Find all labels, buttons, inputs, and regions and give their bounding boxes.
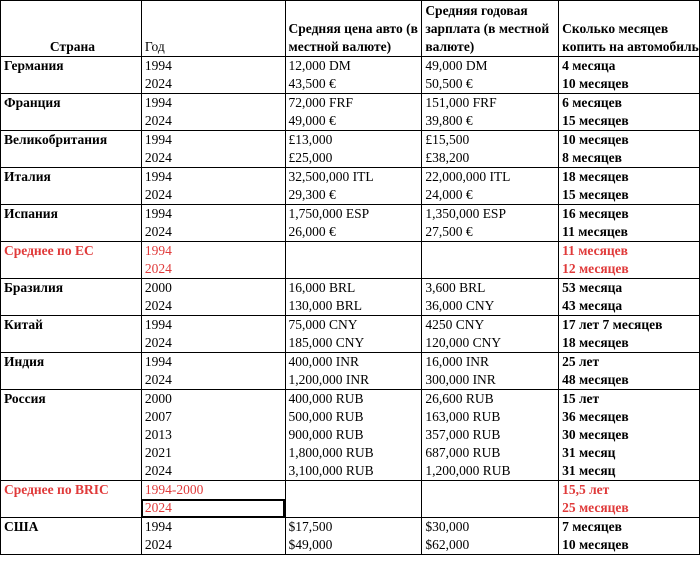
car-price-cell[interactable]: 32,500,000 ITL	[285, 168, 422, 187]
year-cell[interactable]: 2024	[141, 223, 285, 242]
salary-cell[interactable]: 16,000 INR	[422, 353, 559, 372]
year-cell[interactable]: 2024	[141, 462, 285, 481]
country-cell[interactable]	[1, 408, 142, 426]
country-cell[interactable]: Италия	[1, 168, 142, 187]
car-price-cell[interactable]: 185,000 CNY	[285, 334, 422, 353]
table-row	[1, 260, 700, 279]
salary-cell[interactable]	[422, 260, 559, 279]
country-cell[interactable]	[1, 371, 142, 390]
salary-cell[interactable]: 1,350,000 ESP	[422, 205, 559, 224]
country-cell[interactable]: США	[1, 518, 142, 537]
salary-cell[interactable]: 49,000 DM	[422, 57, 559, 76]
months-cell[interactable]: 4 месяца	[559, 57, 700, 76]
year-cell[interactable]: 1994-2000	[141, 481, 285, 500]
country-cell[interactable]: Россия	[1, 390, 142, 409]
car-price-cell[interactable]: £25,000	[285, 149, 422, 168]
months-cell[interactable]: 16 месяцев	[559, 205, 700, 224]
year-cell[interactable]: 2024	[141, 334, 285, 353]
months-cell[interactable]: 25 месяцев	[559, 499, 700, 518]
car-price-cell[interactable]: 1,200,000 INR	[285, 371, 422, 390]
country-cell[interactable]	[1, 444, 142, 462]
table-row	[1, 408, 700, 426]
country-cell[interactable]	[1, 462, 142, 481]
year-cell[interactable]: 2024	[141, 149, 285, 168]
car-price-cell[interactable]: 49,000 €	[285, 112, 422, 131]
table-row	[1, 462, 700, 481]
months-cell[interactable]: 36 месяцев	[559, 408, 700, 426]
country-cell[interactable]	[1, 536, 142, 555]
salary-cell[interactable]: 163,000 RUB	[422, 408, 559, 426]
months-cell[interactable]: 25 лет	[559, 353, 700, 372]
salary-cell[interactable]: 300,000 INR	[422, 371, 559, 390]
table-body	[1, 57, 700, 555]
year-cell[interactable]: 2024	[141, 371, 285, 390]
table-row	[1, 279, 700, 298]
car-price-cell[interactable]: 400,000 RUB	[285, 390, 422, 409]
months-cell[interactable]: 11 месяцев	[559, 223, 700, 242]
year-cell[interactable]: 2000	[141, 390, 285, 409]
country-cell[interactable]	[1, 426, 142, 444]
table-row	[1, 94, 700, 113]
months-cell[interactable]: 18 месяцев	[559, 334, 700, 353]
salary-cell[interactable]: 687,000 RUB	[422, 444, 559, 462]
salary-cell[interactable]: $62,000	[422, 536, 559, 555]
salary-cell[interactable]: 36,000 CNY	[422, 297, 559, 316]
country-cell[interactable]	[1, 297, 142, 316]
car-price-cell[interactable]: 16,000 BRL	[285, 279, 422, 298]
months-cell[interactable]: 18 месяцев	[559, 168, 700, 187]
table-row	[1, 316, 700, 335]
months-cell[interactable]: 15 месяцев	[559, 186, 700, 205]
salary-cell[interactable]: £38,200	[422, 149, 559, 168]
table-row	[1, 353, 700, 372]
car-price-cell[interactable]	[285, 242, 422, 261]
year-cell[interactable]: 2024	[141, 536, 285, 555]
table-row	[1, 186, 700, 205]
table-row	[1, 390, 700, 409]
salary-cell[interactable]	[422, 499, 559, 518]
car-price-cell[interactable]: 130,000 BRL	[285, 297, 422, 316]
months-cell[interactable]: 12 месяцев	[559, 260, 700, 279]
months-cell[interactable]: 15 месяцев	[559, 112, 700, 131]
salary-cell[interactable]: 24,000 €	[422, 186, 559, 205]
car-price-cell[interactable]: 1,750,000 ESP	[285, 205, 422, 224]
table-row	[1, 75, 700, 94]
months-cell[interactable]: 43 месяца	[559, 297, 700, 316]
salary-cell[interactable]: $30,000	[422, 518, 559, 537]
table-row	[1, 168, 700, 187]
months-cell[interactable]: 15 лет	[559, 390, 700, 409]
year-cell[interactable]: 1994	[141, 353, 285, 372]
table-row	[1, 536, 700, 555]
salary-cell[interactable]	[422, 481, 559, 500]
header-country[interactable]: Страна	[1, 1, 142, 57]
country-cell[interactable]	[1, 499, 142, 518]
year-cell[interactable]: 2024	[141, 260, 285, 279]
country-cell[interactable]	[1, 112, 142, 131]
table-row	[1, 481, 700, 500]
year-cell[interactable]: 2007	[141, 408, 285, 426]
months-cell[interactable]: 31 месяц	[559, 444, 700, 462]
table-row	[1, 57, 700, 76]
salary-cell[interactable]: 26,600 RUB	[422, 390, 559, 409]
salary-cell[interactable]: 27,500 €	[422, 223, 559, 242]
table-row	[1, 499, 700, 518]
header-salary[interactable]: Средняя годовая зарплата (в местной валюте)	[422, 1, 559, 57]
year-cell[interactable]: 1994	[141, 242, 285, 261]
year-cell[interactable]: 1994	[141, 205, 285, 224]
year-cell[interactable]: 2021	[141, 444, 285, 462]
selected-cell[interactable]: 2024	[141, 499, 285, 518]
car-price-cell[interactable]: 26,000 €	[285, 223, 422, 242]
salary-cell[interactable]: 4250 CNY	[422, 316, 559, 335]
year-cell[interactable]: 2024	[141, 297, 285, 316]
car-price-cell[interactable]	[285, 499, 422, 518]
header-months[interactable]: Сколько месяцев копить на автомобиль	[559, 1, 700, 57]
salary-cell[interactable]: 120,000 CNY	[422, 334, 559, 353]
car-price-cell[interactable]: $49,000	[285, 536, 422, 555]
car-price-cell[interactable]: 75,000 CNY	[285, 316, 422, 335]
months-cell[interactable]: 10 месяцев	[559, 75, 700, 94]
salary-cell[interactable]: 39,800 €	[422, 112, 559, 131]
year-cell[interactable]: 1994	[141, 131, 285, 150]
car-price-cell[interactable]: 3,100,000 RUB	[285, 462, 422, 481]
salary-cell[interactable]: 1,200,000 RUB	[422, 462, 559, 481]
car-price-cell[interactable]	[285, 481, 422, 500]
table-row	[1, 334, 700, 353]
car-price-cell[interactable]: 43,500 €	[285, 75, 422, 94]
months-cell[interactable]: 7 месяцев	[559, 518, 700, 537]
country-cell[interactable]: Среднее по ЕС	[1, 242, 142, 261]
country-cell[interactable]	[1, 186, 142, 205]
year-cell[interactable]: 1994	[141, 94, 285, 113]
year-cell[interactable]: 2024	[141, 75, 285, 94]
months-cell[interactable]: 31 месяц	[559, 462, 700, 481]
year-cell[interactable]: 2000	[141, 279, 285, 298]
year-cell[interactable]: 1994	[141, 57, 285, 76]
header-year[interactable]: Год	[141, 1, 285, 57]
salary-cell[interactable]: 22,000,000 ITL	[422, 168, 559, 187]
country-cell[interactable]: Франция	[1, 94, 142, 113]
year-cell[interactable]: 2024	[141, 186, 285, 205]
salary-cell[interactable]: 3,600 BRL	[422, 279, 559, 298]
table-row	[1, 112, 700, 131]
car-price-cell[interactable]: 1,800,000 RUB	[285, 444, 422, 462]
car-price-cell[interactable]: 29,300 €	[285, 186, 422, 205]
months-cell[interactable]: 53 месяца	[559, 279, 700, 298]
months-cell[interactable]: 6 месяцев	[559, 94, 700, 113]
months-cell[interactable]: 15,5 лет	[559, 481, 700, 500]
car-price-cell[interactable]: 500,000 RUB	[285, 408, 422, 426]
country-cell[interactable]: Бразилия	[1, 279, 142, 298]
header-car-price[interactable]: Средняя цена авто (в местной валюте)	[285, 1, 422, 57]
table-row	[1, 223, 700, 242]
country-cell[interactable]	[1, 334, 142, 353]
table-row	[1, 149, 700, 168]
table-row	[1, 518, 700, 537]
country-cell[interactable]	[1, 149, 142, 168]
country-cell[interactable]: Великобритания	[1, 131, 142, 150]
salary-cell[interactable]: 50,500 €	[422, 75, 559, 94]
car-price-cell[interactable]: 900,000 RUB	[285, 426, 422, 444]
year-cell[interactable]: 1994	[141, 316, 285, 335]
table-row	[1, 205, 700, 224]
salary-cell[interactable]: 357,000 RUB	[422, 426, 559, 444]
country-cell[interactable]: Среднее по BRIC	[1, 481, 142, 500]
salary-cell[interactable]: 151,000 FRF	[422, 94, 559, 113]
months-cell[interactable]: 17 лет 7 месяцев	[559, 316, 700, 335]
car-price-cell[interactable]: £13,000	[285, 131, 422, 150]
car-price-cell[interactable]: 12,000 DM	[285, 57, 422, 76]
months-cell[interactable]: 48 месяцев	[559, 371, 700, 390]
country-cell[interactable]: Китай	[1, 316, 142, 335]
year-cell[interactable]: 1994	[141, 518, 285, 537]
car-price-cell[interactable]: $17,500	[285, 518, 422, 537]
table-row	[1, 131, 700, 150]
year-cell[interactable]: 1994	[141, 168, 285, 187]
country-cell[interactable]: Индия	[1, 353, 142, 372]
table-row	[1, 444, 700, 462]
months-cell[interactable]: 30 месяцев	[559, 426, 700, 444]
car-price-cell[interactable]	[285, 260, 422, 279]
months-cell[interactable]: 10 месяцев	[559, 536, 700, 555]
table-row	[1, 371, 700, 390]
country-cell[interactable]: Германия	[1, 57, 142, 76]
header-row	[1, 1, 700, 57]
table-row	[1, 426, 700, 444]
car-price-cell[interactable]: 400,000 INR	[285, 353, 422, 372]
car-price-cell[interactable]: 72,000 FRF	[285, 94, 422, 113]
salary-cell[interactable]: £15,500	[422, 131, 559, 150]
country-cell[interactable]: Испания	[1, 205, 142, 224]
year-cell[interactable]: 2024	[141, 112, 285, 131]
salary-cell[interactable]	[422, 242, 559, 261]
country-cell[interactable]	[1, 223, 142, 242]
table-row	[1, 242, 700, 261]
months-cell[interactable]: 10 месяцев	[559, 131, 700, 150]
country-cell[interactable]	[1, 75, 142, 94]
table-row	[1, 297, 700, 316]
months-cell[interactable]: 11 месяцев	[559, 242, 700, 261]
country-cell[interactable]	[1, 260, 142, 279]
months-cell[interactable]: 8 месяцев	[559, 149, 700, 168]
year-cell[interactable]: 2013	[141, 426, 285, 444]
